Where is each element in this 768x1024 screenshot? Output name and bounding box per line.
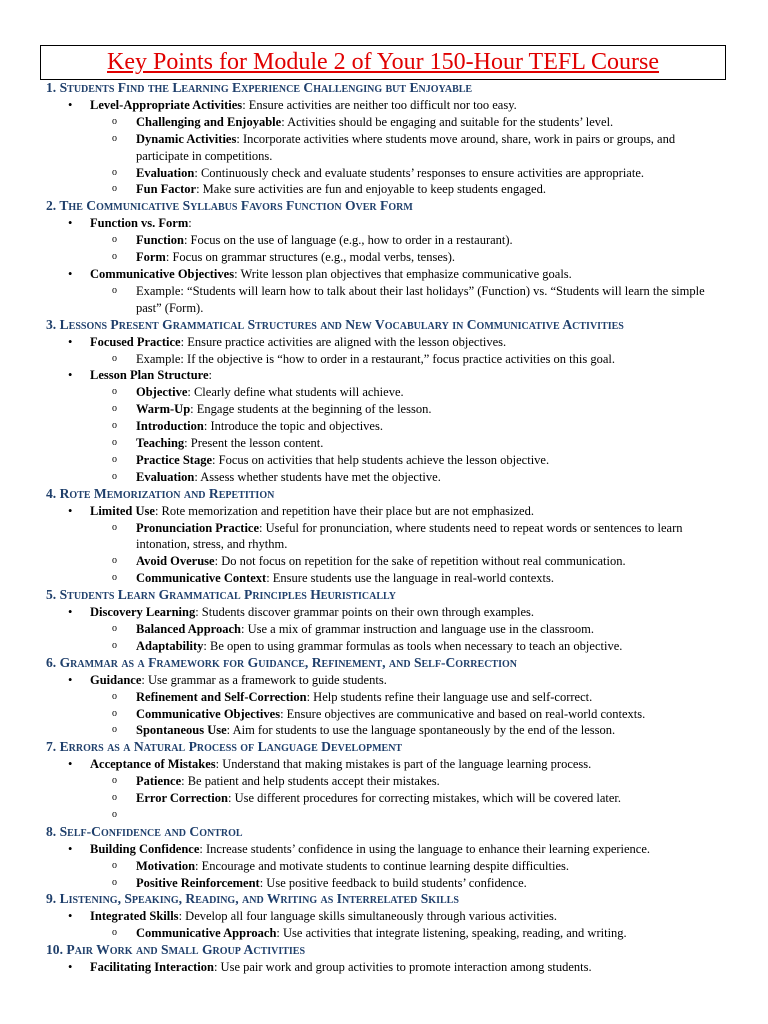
sub-bullet-marker: o [112, 386, 117, 398]
sub-bullet-item [46, 790, 726, 807]
sub-bullet-term: Avoid Overuse [136, 554, 215, 569]
sub-bullet-text: : Use a mix of grammar instruction and language use in the classroom. [241, 622, 595, 636]
section-heading: 10. Pair Work and Small Group Activities [46, 942, 306, 958]
sub-bullet-text: : Be patient and help students accept their mistakes. [181, 774, 440, 789]
sub-bullet-term: Adaptability [136, 638, 204, 653]
sub-bullet-item [46, 621, 726, 638]
sub-bullet-marker: o [112, 352, 117, 364]
section-heading: 9. Listening, Speaking, Reading, and Writing as Interrelated Skills [46, 891, 459, 907]
bullet-text: : Rote memorization and repetition have their place but are not emphasized. [154, 503, 534, 518]
bullet-term: Facilitating Interaction [90, 960, 214, 975]
bullet-term: Communicative Objectives [90, 266, 235, 281]
sub-bullet-term: Balanced Approach [136, 622, 241, 636]
bullet-item [46, 215, 726, 232]
bullet-text: : Use grammar as a framework to guide students. [141, 672, 387, 687]
sub-bullet-text: : Make sure activities are fun and enjoyable to keep students engaged. [196, 182, 546, 197]
sub-bullet-marker: o [112, 859, 117, 871]
sub-bullet-marker: o [112, 115, 117, 127]
sub-bullet-item [46, 638, 726, 655]
bullet-item [46, 604, 726, 621]
sub-bullet-item [46, 181, 726, 198]
page-title: Key Points for Module 2 of Your 150-Hour TEFL Course [107, 49, 659, 75]
bullet-text: : Understand that making mistakes is part of the language learning process. [215, 757, 592, 772]
sub-bullet-term: Evaluation [136, 469, 195, 484]
sub-bullet-text: : Activities should be engaging and suitable for the students’ level. [281, 114, 614, 129]
bullet-text: : [188, 216, 192, 231]
sub-bullet-text: : Continuously check and evaluate students’ responses to ensure activities are appropriate. [194, 165, 644, 180]
bullet-item [46, 756, 726, 773]
bullet-text: : [208, 368, 213, 383]
sub-bullet-text: : Encourage and motivate students to continue learning despite difficulties. [195, 858, 570, 873]
section-heading: 2. The Communicative Syllabus Favors Function Over Form [46, 198, 413, 214]
sub-bullet-term: Motivation [136, 858, 196, 873]
sub-bullet-term: Spontaneous Use [136, 723, 227, 738]
bullet-item [46, 959, 726, 976]
bullet-term: Function vs. Form [90, 216, 189, 231]
sub-bullet-item [46, 875, 726, 892]
sub-bullet-item [46, 925, 726, 942]
bullet-text: : Use pair work and group activities to promote interaction among students. [213, 960, 592, 975]
sub-bullet-text: : Engage students at the beginning of the lesson. [190, 402, 432, 417]
sub-bullet-marker: o [112, 572, 117, 584]
bullet-text: : Increase students’ confidence in using the language to enhance their learning experience. [199, 841, 651, 856]
sub-bullet-term: Objective [136, 385, 188, 400]
sub-bullet-marker: o [112, 132, 117, 144]
bullet-marker: • [68, 334, 73, 349]
sub-bullet-term: Patience [136, 774, 182, 789]
sub-bullet-item [46, 520, 726, 554]
bullet-term: Building Confidence [90, 841, 200, 856]
sub-bullet-term: Warm-Up [136, 402, 191, 417]
bullet-term: Level-Appropriate Activities [90, 97, 243, 112]
sub-bullet-text: : Focus on grammar structures (e.g., modal verbs, tenses). [165, 250, 456, 265]
sub-bullet-text: : Use activities that integrate listening, speaking, reading, and writing. [276, 926, 627, 941]
sub-bullet-marker: o [112, 470, 117, 482]
sub-bullet-item [46, 807, 726, 824]
section-heading: 7. Errors as a Natural Process of Language Development [46, 739, 403, 755]
bullet-term: Focused Practice [90, 334, 181, 349]
sub-bullet-term: Pronunciation Practice [136, 520, 260, 535]
sub-bullet-marker: o [112, 555, 117, 567]
sub-bullet-term: Refinement and Self-Correction [136, 689, 307, 704]
sub-bullet-text: : Help students refine their language use and self-correct. [306, 689, 593, 704]
sub-bullet-text: : Be open to using grammar formulas as tools when necessary to teach an objective. [203, 638, 623, 653]
sub-bullet-text: : Aim for students to use the language spontaneously by the end of the lesson. [226, 723, 616, 738]
sub-bullet-term: Practice Stage [136, 452, 213, 467]
sub-bullet-item [46, 452, 726, 469]
sub-bullet-item [46, 553, 726, 570]
sub-bullet-item [46, 706, 726, 723]
sub-bullet-term: Communicative Context [136, 571, 267, 586]
sub-bullet-term: Challenging and Enjoyable [136, 114, 282, 129]
sub-bullet-marker: o [112, 707, 117, 719]
sub-bullet-text: : Assess whether students have met the objective. [194, 469, 441, 484]
sub-bullet-item [46, 249, 726, 266]
sub-bullet-item [46, 689, 726, 706]
sub-bullet-term: Fun Factor [136, 182, 197, 197]
sub-bullet-marker: o [112, 775, 117, 787]
sub-bullet-item [46, 570, 726, 587]
sub-bullet-marker: o [112, 521, 117, 533]
sub-bullet-text: : Present the lesson content. [184, 436, 324, 451]
bullet-marker: • [68, 97, 73, 112]
sub-bullet-item [46, 131, 726, 165]
sub-bullet-marker: o [112, 453, 117, 465]
sub-bullet-item [46, 165, 726, 182]
sub-bullet-text: : Introduce the topic and objectives. [203, 419, 383, 434]
sub-bullet-text: : Use positive feedback to build students’ confidence. [259, 875, 527, 890]
section-heading: 8. Self-Confidence and Control [46, 823, 243, 839]
bullet-item [46, 367, 726, 384]
sub-bullet-term: Positive Reinforcement [136, 875, 260, 890]
sub-bullet-text: : Useful for pronunciation, where students need to repeat words or sentences to learn intonation, stress, and rhythm. [136, 520, 683, 552]
bullet-item [46, 266, 726, 283]
sub-bullet-marker: o [112, 792, 117, 804]
title-box [40, 45, 726, 80]
bullet-marker: • [68, 960, 73, 975]
sub-bullet-marker: o [112, 183, 117, 195]
bullet-text: : Ensure activities are neither too difficult nor too easy. [242, 97, 517, 112]
bullet-term: Guidance [90, 672, 142, 687]
bullet-marker: • [68, 503, 73, 518]
sub-bullet-marker: o [112, 234, 117, 246]
sub-bullet-text: Example: If the objective is “how to order in a restaurant,” focus practice activities on this goal. [136, 351, 615, 366]
sub-bullet-marker: o [112, 166, 117, 178]
section-heading: 3. Lessons Present Grammatical Structures and New Vocabulary in Communicative Activities [46, 316, 624, 332]
sub-bullet-term: Function [136, 233, 184, 248]
sub-bullet-marker: o [112, 639, 117, 651]
bullet-marker: • [68, 672, 73, 687]
sub-bullet-item [46, 722, 726, 739]
bullet-term: Integrated Skills [90, 909, 179, 924]
sub-bullet-text: : Focus on activities that help students achieve the lesson objective. [212, 452, 550, 467]
bullet-item [46, 672, 726, 689]
sub-bullet-item [46, 418, 726, 435]
sub-bullet-term: Teaching [136, 436, 185, 451]
sub-bullet-marker: o [112, 876, 117, 888]
sub-bullet-item [46, 232, 726, 249]
sub-bullet-marker: o [112, 808, 117, 820]
bullet-marker: • [68, 841, 73, 856]
sub-bullet-text: : Use different procedures for correcting mistakes, which will be covered later. [228, 791, 622, 806]
sub-bullet-marker: o [112, 623, 117, 634]
sub-bullet-item [46, 351, 726, 368]
sub-bullet-marker: o [112, 690, 117, 702]
bullet-marker: • [68, 266, 73, 281]
sub-bullet-text: : Ensure students use the language in real-world contexts. [266, 571, 554, 586]
sub-bullet-text: : Clearly define what students will achieve. [187, 385, 404, 400]
sub-bullet-item [46, 773, 726, 790]
bullet-marker: • [68, 909, 73, 924]
sub-bullet-item [46, 435, 726, 452]
sub-bullet-item [46, 858, 726, 875]
sub-bullet-marker: o [112, 420, 117, 432]
sub-bullet-marker: o [112, 284, 117, 296]
bullet-item [46, 334, 726, 351]
sub-bullet-marker: o [112, 403, 117, 415]
sub-bullet-text: : Focus on the use of language (e.g., how to order in a restaurant). [183, 233, 513, 248]
bullet-term: Lesson Plan Structure [90, 368, 209, 383]
sub-bullet-item [46, 283, 726, 317]
sub-bullet-item [46, 469, 726, 486]
section-heading: 4. Rote Memorization and Repetition [46, 485, 275, 501]
sub-bullet-term: Communicative Approach [136, 926, 277, 941]
bullet-term: Limited Use [90, 503, 155, 518]
sub-bullet-text: : Do not focus on repetition for the sake of repetition without real communication. [214, 554, 626, 569]
document-body [46, 80, 726, 976]
bullet-item [46, 841, 726, 858]
sub-bullet-marker: o [112, 927, 117, 939]
sub-bullet-term: Evaluation [136, 165, 195, 180]
sub-bullet-item [46, 384, 726, 401]
bullet-marker: • [68, 368, 73, 383]
sub-bullet-term: Form [136, 250, 166, 265]
bullet-text: : Develop all four language skills simultaneously through various activities. [178, 909, 557, 924]
section-heading: 5. Students Learn Grammatical Principles Heuristically [46, 587, 396, 603]
bullet-text: : Ensure practice activities are aligned with the lesson objectives. [180, 334, 507, 349]
bullet-term: Discovery Learning [90, 605, 196, 620]
sub-bullet-marker: o [112, 437, 117, 449]
bullet-item [46, 503, 726, 520]
sub-bullet-text: : Incorporate activities where students move around, share, work in pairs or groups, and participate in competitions. [136, 131, 676, 163]
bullet-marker: • [68, 605, 73, 620]
section-heading: 1. Students Find the Learning Experience Challenging but Enjoyable [46, 80, 473, 95]
sub-bullet-term: Dynamic Activities [136, 131, 237, 146]
sub-bullet-marker: o [112, 251, 117, 263]
bullet-text: : Students discover grammar points on their own through examples. [195, 605, 535, 620]
bullet-marker: • [68, 757, 73, 772]
section-heading: 6. Grammar as a Framework for Guidance, Refinement, and Self-Correction [46, 654, 517, 670]
bullet-text: : Write lesson plan objectives that emphasize communicative goals. [234, 266, 572, 281]
sub-bullet-term: Introduction [136, 419, 204, 434]
sub-bullet-item [46, 401, 726, 418]
bullet-item [46, 908, 726, 925]
sub-bullet-term: Communicative Objectives [136, 706, 281, 721]
sub-bullet-marker: o [112, 724, 117, 736]
bullet-marker: • [68, 216, 73, 231]
bullet-item [46, 97, 726, 114]
sub-bullet-text: Example: “Students will learn how to talk about their last holidays” (Function) vs. “Students will learn the simple past” (Form). [136, 283, 705, 315]
sub-bullet-text: : Ensure objectives are communicative and based on real-world contexts. [280, 706, 646, 721]
bullet-term: Acceptance of Mistakes [90, 757, 216, 772]
sub-bullet-term: Error Correction [136, 791, 228, 806]
sub-bullet-item [46, 114, 726, 131]
